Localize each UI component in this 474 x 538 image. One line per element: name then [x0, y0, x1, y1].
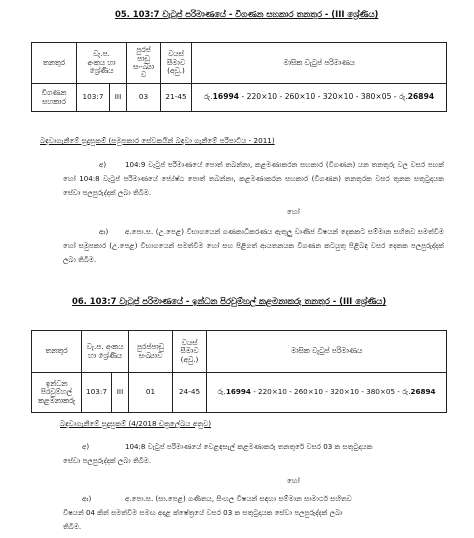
cell-grade: III — [112, 373, 129, 413]
cell-code: 103:7 — [82, 373, 112, 413]
cell-post: ඉන්ධන පිරවුම්හල් කළමනාකරු — [32, 373, 82, 413]
section-05-paragraph-b: ආ) අ.පො.ස. (උ.පෙළ) විභාගයෙන් ගණකාධිකරණය ඇතුලු වාණිජ විෂයන් දෙකකට සම්මාන සහිතව සමත්වීම හෝ සමුපකාර (උ.පෙළ) විභාගයෙන් සමත්වීම හෝ සහ පිළිගත් ආයතනයක විගණන කටයුතු පිළිබඳ වසර දෙකක පලපුරුද්දක් ලබා තිබීම. — [63, 227, 444, 264]
section-06-paragraph-a-label: අ) — [82, 442, 90, 451]
section-06-paragraph-b-label: ආ) — [82, 494, 92, 503]
section-05-paragraph-a: අ) 104:9 වැටුප් පරිමාණයේ පොත් තබන්නා, කළමණාකරන සහකාර (විගණන) යන තනතුරු වල වසර පහක් හෝ 104:8 වැටුප් පරිමාණයේ ජ්‍යේෂ්ඨ පොත් තබන්නා, කළමණාකරන සහකාර (විගණන) තනතුරක වසර තුනක සතුටුදායක සේවා පලපුරුද්දක් ලබා තිබීම. — [63, 160, 444, 197]
section-06-paragraph-a-line-1: 104:8 වැටුප් පරිමාණයේ වෙළඳසැල් කළමණාකරු තනතුරේ වසර 03 ක සතුටුදායක — [125, 442, 373, 451]
section-06-table — [31, 330, 447, 413]
cell-salary: රු.16994 - 220×10 - 260×10 - 320×10 - 380×05 - රු.26894 — [207, 373, 447, 413]
cell-age: 24-45 — [173, 373, 207, 413]
header-age: වයස් සීමාව (අවු.) — [173, 331, 207, 373]
header-salary: මාසික වැටුප් පරිමාණය — [207, 331, 447, 373]
section-05-or: හෝ — [287, 207, 300, 216]
table-header-row — [32, 43, 447, 84]
section-06-paragraph-b-line-2: විෂයන් 04 කින් සමත්වීම සමඟ අදාළ ක්ෂේත්‍රයේ වසර 03 ක සතුටුදායක සේවා පලපුරුද්දක් ලබා — [63, 508, 343, 517]
header-code-grade: වැ.ප. අංකය හා ශ්‍රේණිය — [82, 331, 129, 373]
section-06-paragraph-b-line-3: තිබීම. — [63, 522, 82, 531]
section-06-title: 06. 103:7 වැටුප් පරිමාණයේ - ඉන්ධන පිරවුම්හල් කළමනාකරු තනතුර - (III ශ්‍රේණිය) — [72, 296, 387, 306]
cell-grade: III — [110, 84, 127, 112]
header-vacancies: පුරප්පාඩු සංඛ්‍යාව — [129, 331, 173, 373]
header-salary: මාසික වැටුප් පරිමාණය — [192, 43, 447, 84]
cell-vacancies: 03 — [127, 84, 161, 112]
header-post: තනතුර — [32, 43, 77, 84]
cell-post: විගණන සහකාර — [32, 84, 77, 112]
cell-age: 21-45 — [161, 84, 192, 112]
table-row — [32, 373, 447, 413]
table-row — [32, 84, 447, 112]
cell-code: 103:7 — [77, 84, 110, 112]
section-06-paragraph-a-line-2: සේවා පලපුරුද්දක් ලබා තිබීම. — [63, 456, 152, 465]
header-post: තනතුර — [32, 331, 82, 373]
section-05-table — [31, 42, 447, 112]
section-06-or: හෝ — [287, 476, 300, 485]
section-06-paragraph-b-line-1: අ.පො.ස. (සා.පෙළ) ගණිතය, සිංහල විෂයන් සඳහා සම්මාන සාමාර්ථ සහිතව — [125, 494, 352, 503]
cell-salary: රු.16994 - 220×10 - 260×10 - 320×10 - 380×05 - රු.26894 — [192, 84, 447, 112]
table-header-row — [32, 331, 447, 373]
cell-vacancies: 01 — [129, 373, 173, 413]
section-06-qualifications-heading: බඳවාගැනීමේ සුදුසුකම් (4/2018 චක්‍රලේඛය අනුව) — [60, 419, 212, 428]
header-age: වයස් සීමාව (අවු.) — [161, 43, 192, 84]
section-05-title: 05. 103:7 වැටුප් පරිමාණයේ - විගණන සහකාර තනතුර - (III ශ්‍රේණිය) — [115, 9, 379, 19]
header-code-grade: වැ.ප. අංකය හා ශ්‍රේණිය — [77, 43, 127, 84]
section-05-qualifications-heading: බඳවාගැනීමේ සුදුසුකම් (සමුපකාර සේවකයින් බඳවා ගැනීමේ පරිපාටිය - 2011) — [40, 136, 275, 145]
header-vacancies: පුරප් පාඩු සං-ඛ්‍යා ව — [127, 43, 161, 84]
